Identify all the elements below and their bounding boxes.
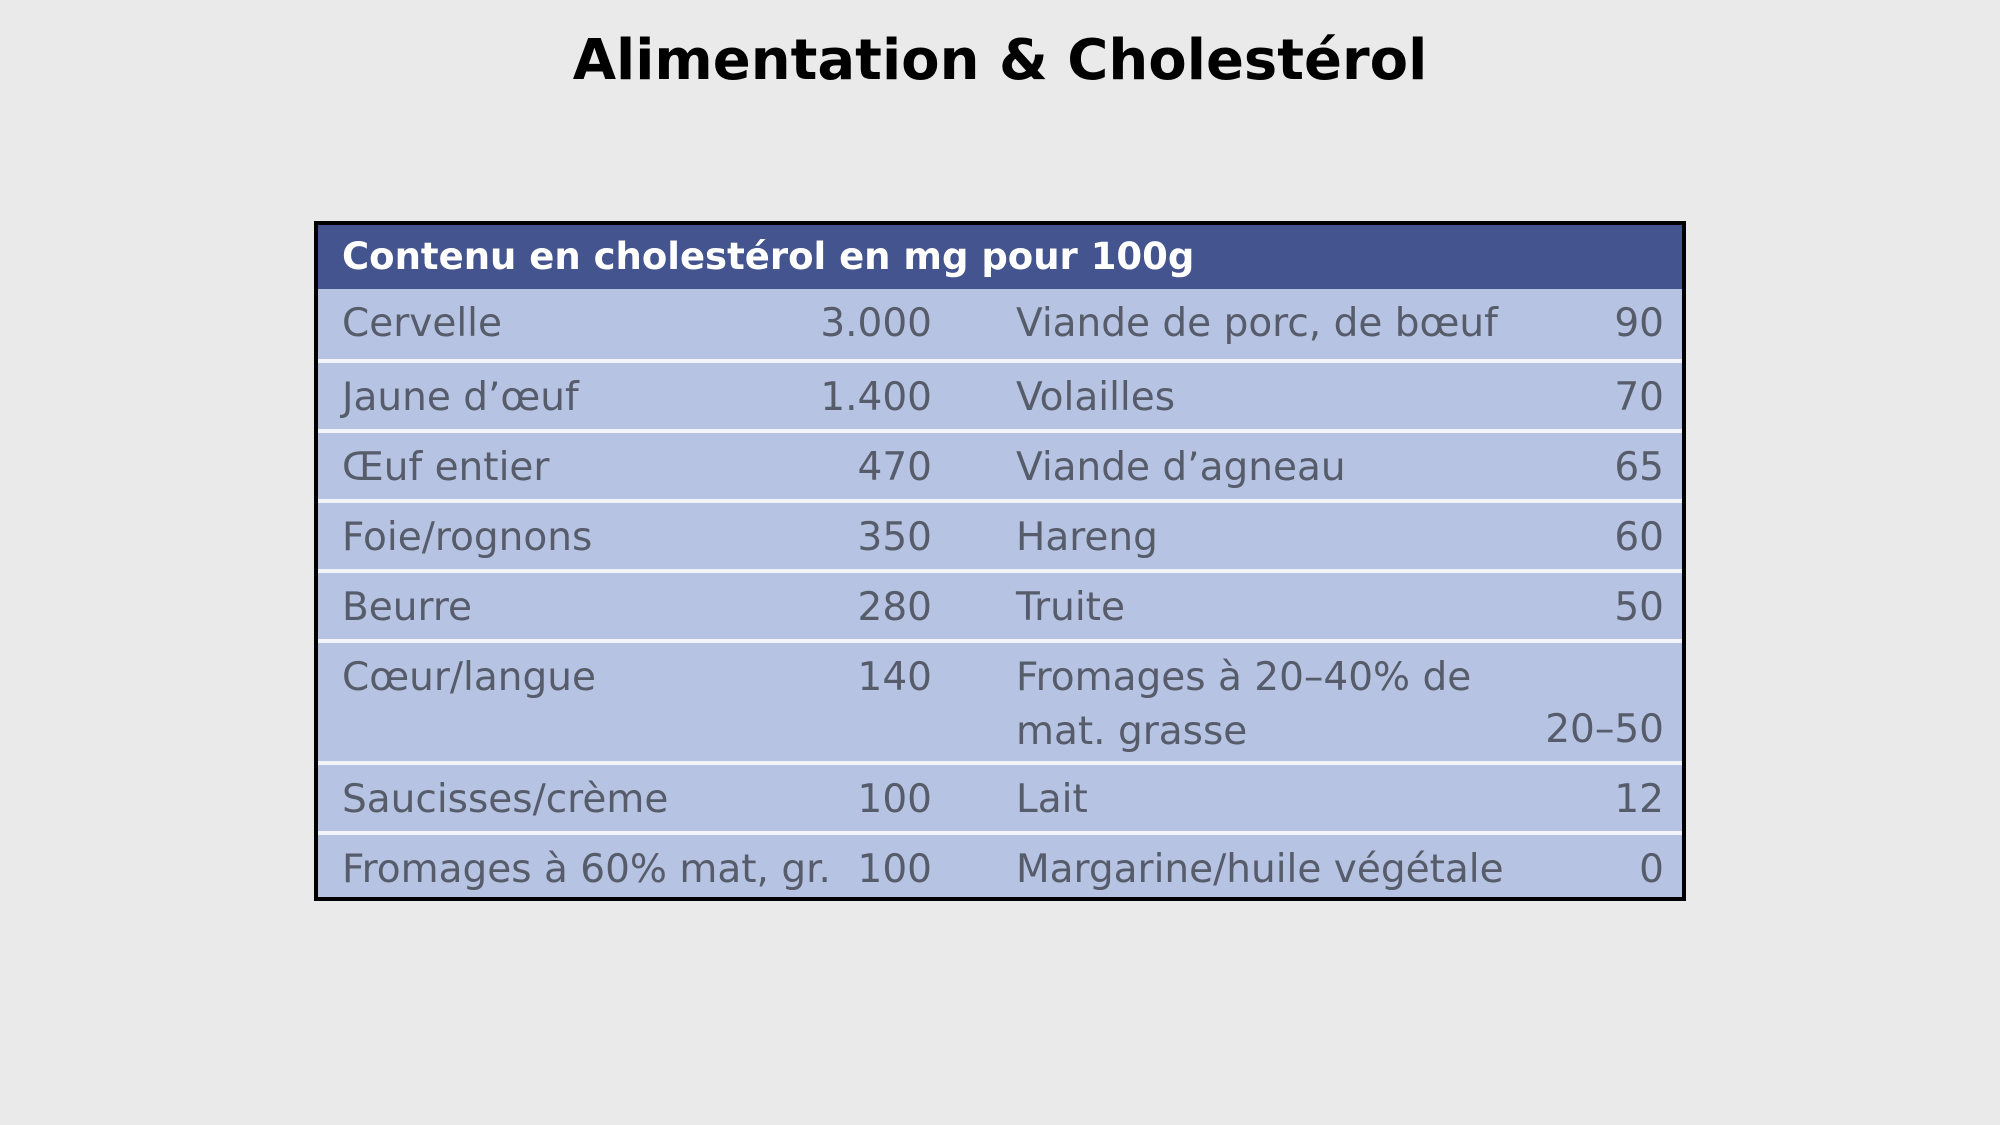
- cholesterol-value: 350: [857, 515, 932, 560]
- table-row: [318, 761, 1682, 831]
- food-label: Fromages à 60% mat, gr.: [342, 847, 831, 892]
- table-row: [318, 499, 1682, 569]
- cholesterol-value: 470: [857, 445, 932, 490]
- cholesterol-value: 140: [857, 655, 932, 700]
- food-label: Beurre: [342, 585, 472, 630]
- table-body: [318, 289, 1682, 901]
- food-label: Jaune d’œuf: [342, 375, 579, 420]
- food-label: Volailles: [1016, 375, 1176, 420]
- slide-title: Alimentation & Cholestérol: [572, 28, 1428, 93]
- table-row: [318, 359, 1682, 429]
- cholesterol-value: 280: [857, 585, 932, 630]
- table-header: Contenu en cholestérol en mg pour 100g: [318, 225, 1682, 289]
- food-label: Lait: [1016, 777, 1088, 822]
- cholesterol-value: 50: [1614, 585, 1664, 630]
- food-label: Cervelle: [342, 301, 502, 346]
- food-label: Viande de porc, de bœuf: [1016, 301, 1498, 346]
- cholesterol-value: 3.000: [820, 301, 932, 346]
- table-row: [318, 289, 1682, 359]
- food-label: Margarine/huile végétale: [1016, 847, 1504, 892]
- food-label: Hareng: [1016, 515, 1158, 560]
- cholesterol-value: 1.400: [820, 375, 932, 420]
- food-label: Œuf entier: [342, 445, 550, 490]
- cholesterol-value: 100: [857, 777, 932, 822]
- cholesterol-value: 0: [1639, 847, 1664, 892]
- food-label: Saucisses/crème: [342, 777, 669, 822]
- cholesterol-value: 20–50: [1545, 707, 1664, 752]
- cholesterol-value: 60: [1614, 515, 1664, 560]
- food-label: Truite: [1016, 585, 1125, 630]
- cholesterol-value: 12: [1614, 777, 1664, 822]
- cholesterol-table: [314, 221, 1686, 901]
- table-row: [318, 831, 1682, 901]
- table-row: [318, 569, 1682, 639]
- table-row: [318, 429, 1682, 499]
- food-label: Foie/rognons: [342, 515, 593, 560]
- food-label: Fromages à 20–40% de mat. grasse: [1016, 655, 1472, 754]
- cholesterol-value: 65: [1614, 445, 1664, 490]
- cholesterol-value: 100: [857, 847, 932, 892]
- food-label: Viande d’agneau: [1016, 445, 1346, 490]
- cholesterol-value: 90: [1614, 301, 1664, 346]
- cholesterol-value: 70: [1614, 375, 1664, 420]
- table-row: [318, 639, 1682, 761]
- food-label: Cœur/langue: [342, 655, 596, 700]
